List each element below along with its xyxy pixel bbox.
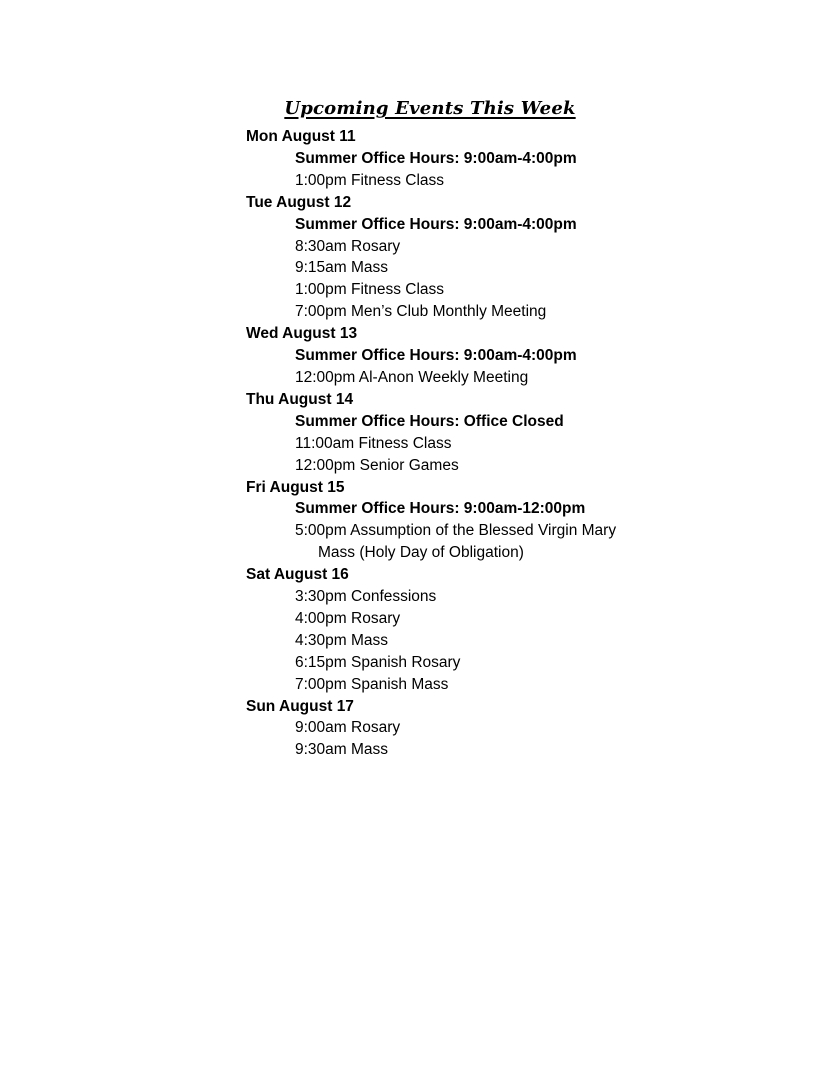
office-hours-item [246,498,806,520]
event-items [246,586,806,696]
office-hours-item [246,411,806,433]
day-heading: Tue August 12 [246,193,352,211]
day-section [246,192,806,323]
office-hours-item [246,214,806,236]
event-text: 8:30am Rosary [295,237,401,255]
event-item [246,170,806,192]
event-text: 7:00pm Spanish Mass [295,675,449,693]
event-text: 4:30pm Mass [295,631,389,649]
event-item [246,674,806,696]
event-item [246,257,806,279]
event-items [246,148,806,192]
event-text-continuation: Mass (Holy Day of Obligation) [318,544,524,562]
event-items [246,498,806,564]
event-text: 7:00pm Men’s Club Monthly Meeting [295,303,547,321]
events-list [246,126,806,761]
day-section [246,696,806,762]
day-heading: Thu August 14 [246,390,354,408]
event-item [246,455,806,477]
event-items [246,717,806,761]
day-heading: Sat August 16 [246,566,349,584]
event-text: 4:00pm Rosary [295,609,401,627]
event-text: 5:00pm Assumption of the Blessed Virgin Mary [295,522,617,540]
event-item [246,279,806,301]
day-section [246,564,806,695]
event-text: 9:30am Mass [295,741,389,759]
event-text: 1:00pm Fitness Class [295,171,445,189]
event-text: 3:30pm Confessions [295,588,437,606]
day-section [246,126,806,192]
event-item [246,608,806,630]
event-text: Summer Office Hours: 9:00am-12:00pm [295,500,586,518]
event-item [246,586,806,608]
event-items [246,411,806,477]
event-text: 6:15pm Spanish Rosary [295,653,461,671]
event-item [246,652,806,674]
day-section [246,323,806,389]
event-text: 9:15am Mass [295,259,389,277]
event-item [246,630,806,652]
event-text: 9:00am Rosary [295,719,401,737]
event-item [246,367,806,389]
day-heading: Wed August 13 [246,325,358,343]
office-hours-item [246,148,806,170]
day-section [246,477,806,565]
page-title: Upcoming Events This Week [284,98,576,119]
day-heading: Fri August 15 [246,478,345,496]
event-text: Summer Office Hours: Office Closed [295,412,564,430]
event-item [246,236,806,258]
event-items [246,345,806,389]
event-item [246,739,806,761]
event-item [246,520,806,564]
day-heading: Mon August 11 [246,128,356,145]
day-heading: Sun August 17 [246,697,354,715]
event-text: Summer Office Hours: 9:00am-4:00pm [295,347,577,365]
event-text: Summer Office Hours: 9:00am-4:00pm [295,149,577,167]
event-text: Summer Office Hours: 9:00am-4:00pm [295,215,577,233]
day-section [246,389,806,477]
event-text: 12:00pm Al-Anon Weekly Meeting [295,368,529,386]
office-hours-item [246,345,806,367]
event-item [246,717,806,739]
event-text: 1:00pm Fitness Class [295,281,445,299]
event-items [246,214,806,324]
event-item [246,301,806,323]
event-item [246,433,806,455]
event-text: 11:00am Fitness Class [295,434,452,452]
event-text: 12:00pm Senior Games [295,456,459,474]
